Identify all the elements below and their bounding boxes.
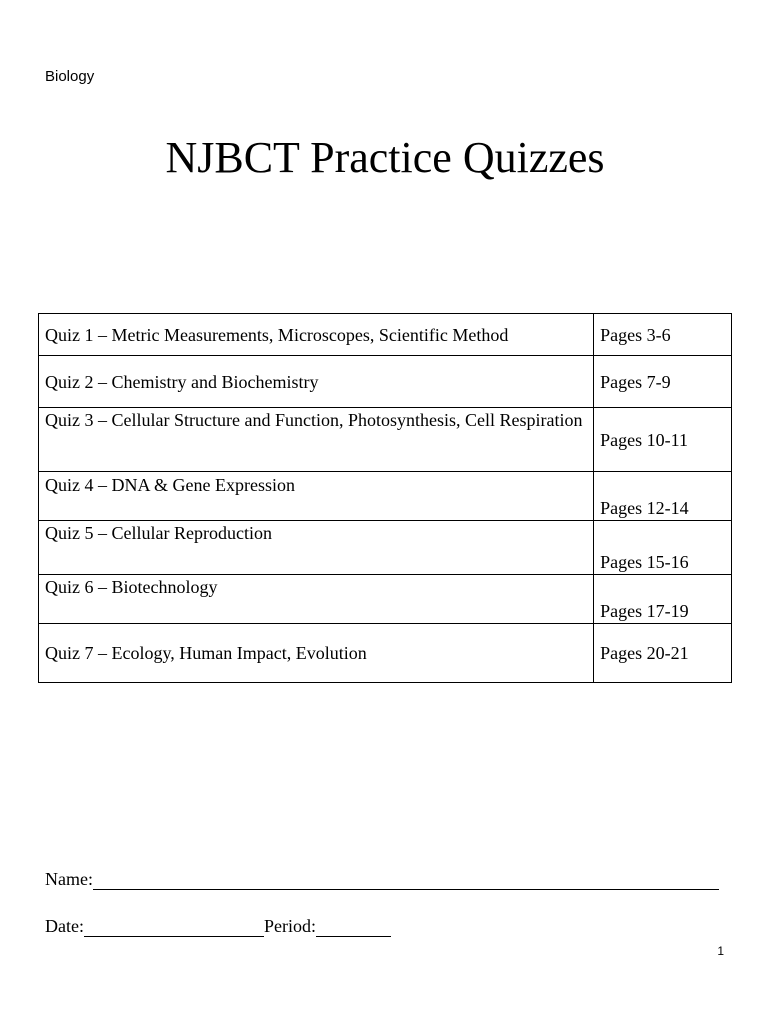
table-row: [39, 521, 732, 575]
table-row: [39, 408, 732, 472]
quiz-topic: Quiz 7 – Ecology, Human Impact, Evolution: [39, 624, 594, 683]
period-blank[interactable]: [316, 916, 391, 937]
quiz-pages: Pages 20-21: [594, 624, 732, 683]
quiz-topic: Quiz 6 – Biotechnology: [39, 575, 594, 624]
date-label: Date:: [45, 916, 84, 936]
date-period-line: [45, 915, 391, 937]
page-title: NJBCT Practice Quizzes: [165, 133, 605, 182]
subject-label: Biology: [45, 68, 95, 85]
page-number: 1: [717, 944, 724, 958]
date-blank[interactable]: [84, 916, 264, 937]
name-label: Name:: [45, 869, 93, 889]
quiz-pages: Pages 3-6: [594, 314, 732, 356]
period-label: Period:: [263, 916, 316, 936]
quiz-pages: Pages 15-16: [594, 521, 732, 575]
table-row: [39, 624, 732, 683]
quiz-pages: Pages 12-14: [594, 472, 732, 521]
quiz-topic: Quiz 2 – Chemistry and Biochemistry: [39, 356, 594, 408]
quiz-topic: Quiz 5 – Cellular Reproduction: [39, 521, 594, 575]
name-blank[interactable]: [93, 869, 719, 890]
quiz-table: [38, 313, 732, 683]
quiz-topic: Quiz 1 – Metric Measurements, Microscopes, Scientific Method: [39, 314, 594, 356]
table-row: [39, 575, 732, 624]
quiz-pages: Pages 17-19: [594, 575, 732, 624]
quiz-topic: Quiz 4 – DNA & Gene Expression: [39, 472, 594, 521]
name-line: [45, 868, 719, 890]
quiz-pages: Pages 10-11: [594, 408, 732, 472]
quiz-pages: Pages 7-9: [594, 356, 732, 408]
quiz-topic: Quiz 3 – Cellular Structure and Function, Photosynthesis, Cell Respiration: [39, 408, 594, 472]
table-row: [39, 356, 732, 408]
table-row: [39, 314, 732, 356]
table-row: [39, 472, 732, 521]
